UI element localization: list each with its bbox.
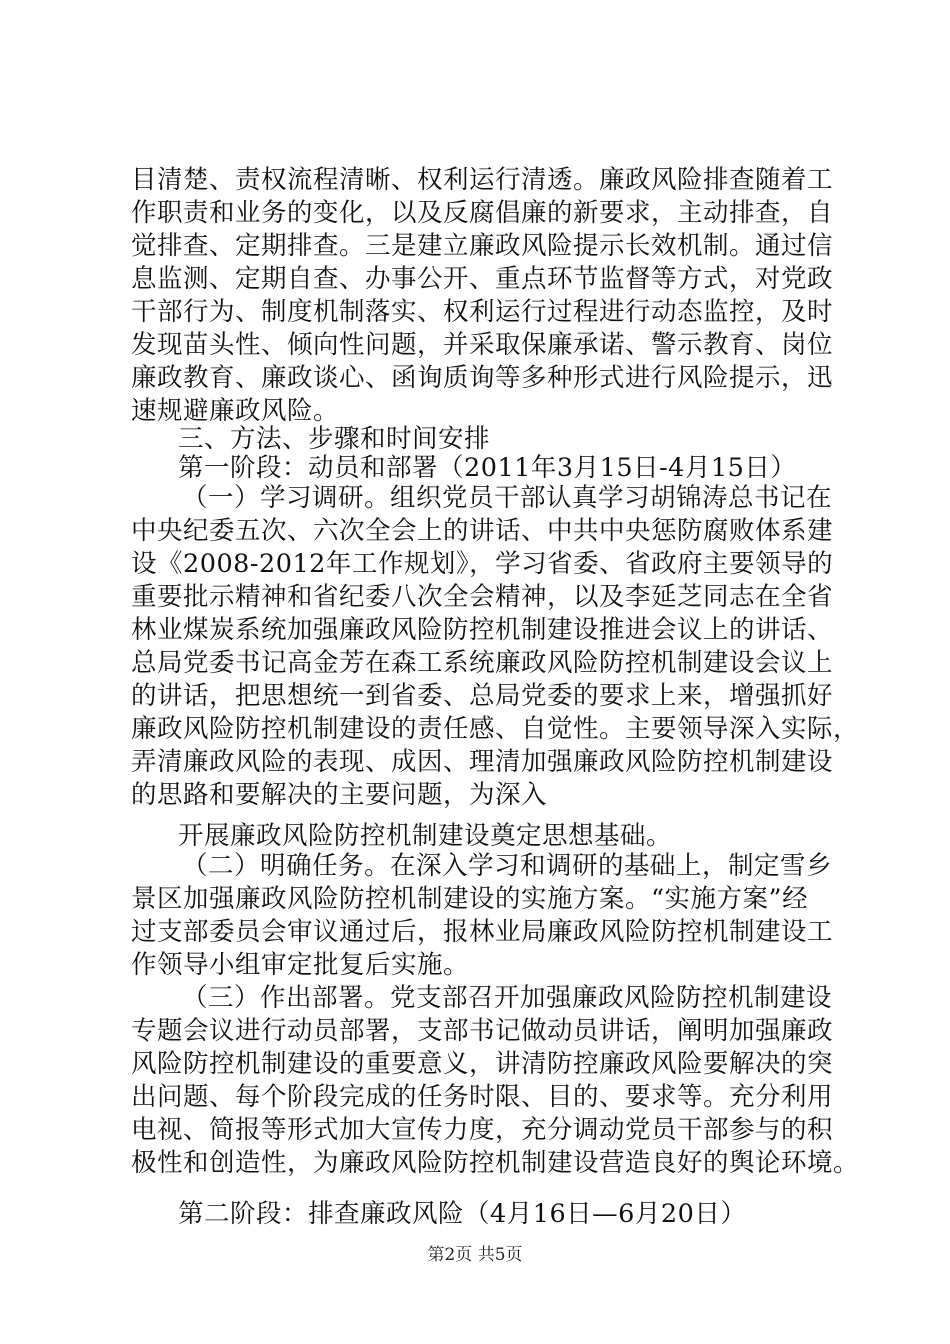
text-line: 速规避廉政风险。 [131,396,340,426]
text-line: 的讲话，把思想统一到省委、总局党委的要求上来，增强抓好 [131,681,834,711]
text-line: 觉排查、定期排查。三是建立廉政风险提示长效机制。通过信 [131,231,834,261]
text-line: 廉政风险防控机制建设的责任感、自觉性。主要领导深入实际， [131,714,860,744]
text-line: 作职责和业务的变化，以及反腐倡廉的新要求，主动排查，自 [131,198,834,228]
text-line: 干部行为、制度机制落实、权利运行过程进行动态监控，及时 [131,297,834,327]
text-line: 中央纪委五次、六次全会上的讲话、中共中央惩防腐败体系建 [131,516,834,546]
text-line: 发现苗头性、倾向性问题，并采取保廉承诺、警示教育、岗位 [131,330,834,360]
text-line: 重要批示精神和省纪委八次全会精神，以及李延芝同志在全省 [131,582,834,612]
text-line: 出问题、每个阶段完成的任务时限、目的、要求等。充分利用 [131,1082,834,1112]
text-line: 林业煤炭系统加强廉政风险防控机制建设推进会议上的讲话、 [131,615,834,645]
text-line: 极性和创造性，为廉政风险防控机制建设营造良好的舆论环境。 [131,1148,860,1178]
text-line: 廉政教育、廉政谈心、函询质询等多种形式进行风险提示，迅 [131,363,834,393]
stage-heading: 第二阶段：排查廉政风险（4月16日—6月20日） [178,1199,747,1229]
text-line: （三）作出部署。党支部召开加强廉政风险防控机制建设 [182,983,833,1013]
text-line: 专题会议进行动员部署，支部书记做动员讲话，阐明加强廉政 [131,1016,834,1046]
text-line: 的思路和要解决的主要问题，为深入 [131,780,548,810]
stage-heading: 第一阶段：动员和部署（2011年3月15日-4月15日） [178,453,797,483]
text-line: （一）学习调研。组织党员干部认真学习胡锦涛总书记在 [182,483,833,513]
text-line: （二）明确任务。在深入学习和调研的基础上，制定雪乡 [182,851,833,881]
text-line: 电视、简报等形式加大宣传力度，充分调动党员干部参与的积 [131,1115,834,1145]
text-line: 设《2008-2012年工作规划》，学习省委、省政府主要领导的 [131,549,834,579]
text-line: 作领导小组审定批复后实施。 [131,950,470,980]
text-line: 开展廉政风险防控机制建设奠定思想基础。 [178,821,673,851]
text-line: 息监测、定期自查、办事公开、重点环节监督等方式，对党政 [131,264,834,294]
text-line: 弄清廉政风险的表现、成因、理清加强廉政风险防控机制建设 [131,747,834,777]
text-line: 总局党委书记高金芳在森工系统廉政风险防控机制建设会议上 [131,648,834,678]
text-line: 景区加强廉政风险防控机制建设的实施方案。“实施方案”经 [131,884,809,914]
section-heading: 三、方法、步骤和时间安排 [178,424,491,454]
text-line: 过支部委员会审议通过后，报林业局廉政风险防控机制建设工 [131,917,834,947]
page-number-footer: 第2页 共5页 [427,1245,523,1265]
text-line: 风险防控机制建设的重要意义，讲清防控廉政风险要解决的突 [131,1049,834,1079]
text-line: 目清楚、责权流程清晰、权利运行清透。廉政风险排查随着工 [131,165,834,195]
